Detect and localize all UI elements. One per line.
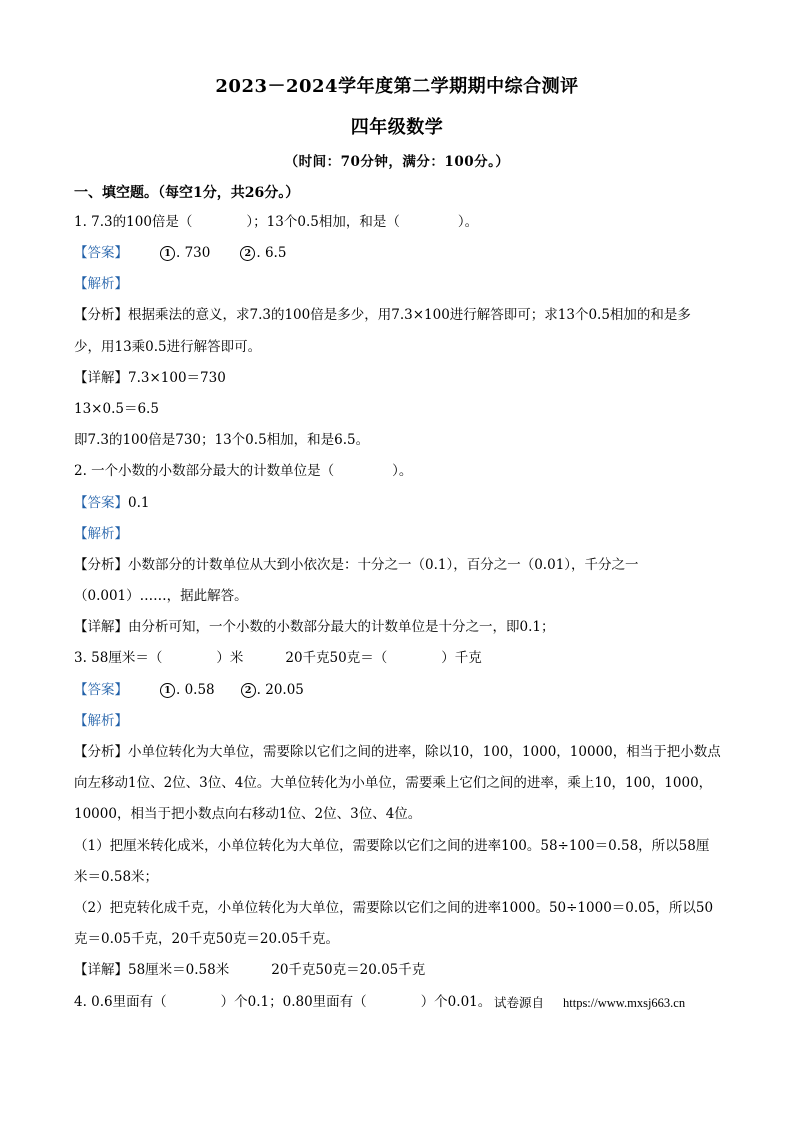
fenxi-label: 【分析】 bbox=[74, 744, 128, 760]
q2-detail-line-1 bbox=[74, 618, 554, 636]
q3-answer bbox=[74, 681, 304, 699]
answer-number-2: 2 bbox=[240, 246, 255, 261]
answer-number-2: 2 bbox=[241, 683, 256, 698]
q1-stem-b: ）；13个0.5相加，和是（ bbox=[246, 214, 400, 230]
q2-detail-text-1: 由分析可知，一个小数的小数部分最大的计数单位是十分之一，即0.1； bbox=[128, 619, 555, 635]
q1-answer-1: . 730 bbox=[176, 245, 211, 261]
q3-answer-2: . 20.05 bbox=[256, 682, 304, 698]
q3-fenxi-line-2: 向左移动1位、2位、3位、4位。大单位转化为小单位，需要乘上它们之间的进率，乘上10，100，1000， bbox=[74, 775, 713, 791]
q2-answer-value: 0.1 bbox=[128, 495, 150, 511]
q3-answer-1: . 0.58 bbox=[176, 682, 215, 698]
q3-stem-d: ）千克 bbox=[441, 650, 482, 666]
detail-label: 【详解】 bbox=[74, 619, 128, 635]
answer-number-1: 1 bbox=[160, 246, 175, 261]
question-4 bbox=[74, 993, 491, 1011]
q2-fenxi-line-1 bbox=[74, 556, 639, 574]
q1-detail-line-3: 即7.3的100倍是730；13个0.5相加，和是6.5。 bbox=[74, 432, 370, 448]
q2-answer bbox=[74, 494, 149, 512]
q1-answer bbox=[74, 244, 286, 262]
q2-fenxi-text-1: 小数部分的计数单位从大到小依次是：十分之一（0.1），百分之一（0.01），千分之一 bbox=[128, 557, 639, 573]
page-subtitle: 四年级数学 bbox=[350, 117, 444, 138]
fenxi-label: 【分析】 bbox=[74, 557, 128, 573]
page-title: 2023－2024学年度第二学期期中综合测评 bbox=[215, 76, 579, 97]
q1-detail-line-2: 13×0.5＝6.5 bbox=[74, 401, 159, 417]
q4-stem-b: ）个0.1；0.80里面有（ bbox=[220, 994, 367, 1010]
q3-detail-b: 20千克50克＝20.05千克 bbox=[271, 962, 426, 978]
q2-stem-b: ）。 bbox=[392, 463, 413, 479]
analysis-label: 【解析】 bbox=[74, 276, 128, 292]
q1-fenxi-line-1 bbox=[74, 306, 691, 324]
q1-stem-a: 1. 7.3的100倍是（ bbox=[74, 214, 193, 230]
fenxi-label: 【分析】 bbox=[74, 307, 128, 323]
q3-fenxi-line-1 bbox=[74, 743, 721, 761]
question-2 bbox=[74, 462, 412, 480]
q1-stem-c: ）。 bbox=[457, 214, 479, 230]
section-heading: 一、填空题。（每空1分，共26分。） bbox=[74, 185, 300, 201]
q4-stem-a: 4. 0.6里面有（ bbox=[74, 994, 167, 1010]
watermark-text: 试卷源自 bbox=[494, 995, 545, 1010]
answer-label: 【答案】 bbox=[74, 682, 128, 698]
question-3 bbox=[74, 649, 482, 667]
q3-fenxi-line-3: 10000，相当于把小数点向右移动1位、2位、3位、4位。 bbox=[74, 806, 422, 822]
q3-part1-line-1: （1）把厘米转化成米，小单位转化为大单位，需要除以它们之间的进率100。58÷100＝0.58，所以58厘 bbox=[74, 838, 710, 854]
q3-stem-a: 3. 58厘米＝（ bbox=[74, 650, 163, 666]
answer-label: 【答案】 bbox=[74, 495, 128, 511]
q1-detail-text-1: 7.3×100＝730 bbox=[128, 370, 226, 386]
question-1 bbox=[74, 213, 478, 231]
analysis-label: 【解析】 bbox=[74, 526, 128, 542]
q3-part2-line-2: 克＝0.05千克，20千克50克＝20.05千克。 bbox=[74, 931, 340, 947]
q2-fenxi-line-2: （0.001）……，据此解答。 bbox=[74, 588, 248, 604]
q3-part1-line-2: 米＝0.58米； bbox=[74, 869, 159, 885]
q2-stem-a: 2. 一个小数的小数部分最大的计数单位是（ bbox=[74, 463, 335, 479]
q3-fenxi-text-1: 小单位转化为大单位，需要除以它们之间的进率，除以10，100，1000，10000，相当于把小数点 bbox=[128, 744, 721, 760]
q3-part2-line-1: （2）把克转化成千克，小单位转化为大单位，需要除以它们之间的进率1000。50÷1000＝0.05，所以50 bbox=[74, 900, 714, 916]
q1-fenxi-line-2: 少，用13乘0.5进行解答即可。 bbox=[74, 339, 262, 355]
watermark-url[interactable]: https://www.mxsj663.cn bbox=[563, 996, 686, 1010]
q3-detail-line-1 bbox=[74, 961, 425, 979]
analysis-label: 【解析】 bbox=[74, 713, 128, 729]
q1-detail-line-1 bbox=[74, 369, 226, 387]
q1-fenxi-text-1: 根据乘法的意义，求7.3的100倍是多少，用7.3×100进行解答即可；求13个0.5相加的和是多 bbox=[128, 307, 691, 323]
q1-answer-2: . 6.5 bbox=[256, 245, 287, 261]
answer-number-1: 1 bbox=[160, 683, 175, 698]
q3-stem-c: 20千克50克＝（ bbox=[285, 650, 388, 666]
detail-label: 【详解】 bbox=[74, 962, 128, 978]
q3-stem-b: ）米 bbox=[216, 650, 244, 666]
q3-detail-a: 58厘米＝0.58米 bbox=[128, 962, 230, 978]
detail-label: 【详解】 bbox=[74, 370, 128, 386]
q4-stem-c: ）个0.01。 bbox=[420, 994, 492, 1010]
exam-info: （时间：70分钟，满分：100分。） bbox=[284, 154, 510, 170]
answer-label: 【答案】 bbox=[74, 245, 128, 261]
